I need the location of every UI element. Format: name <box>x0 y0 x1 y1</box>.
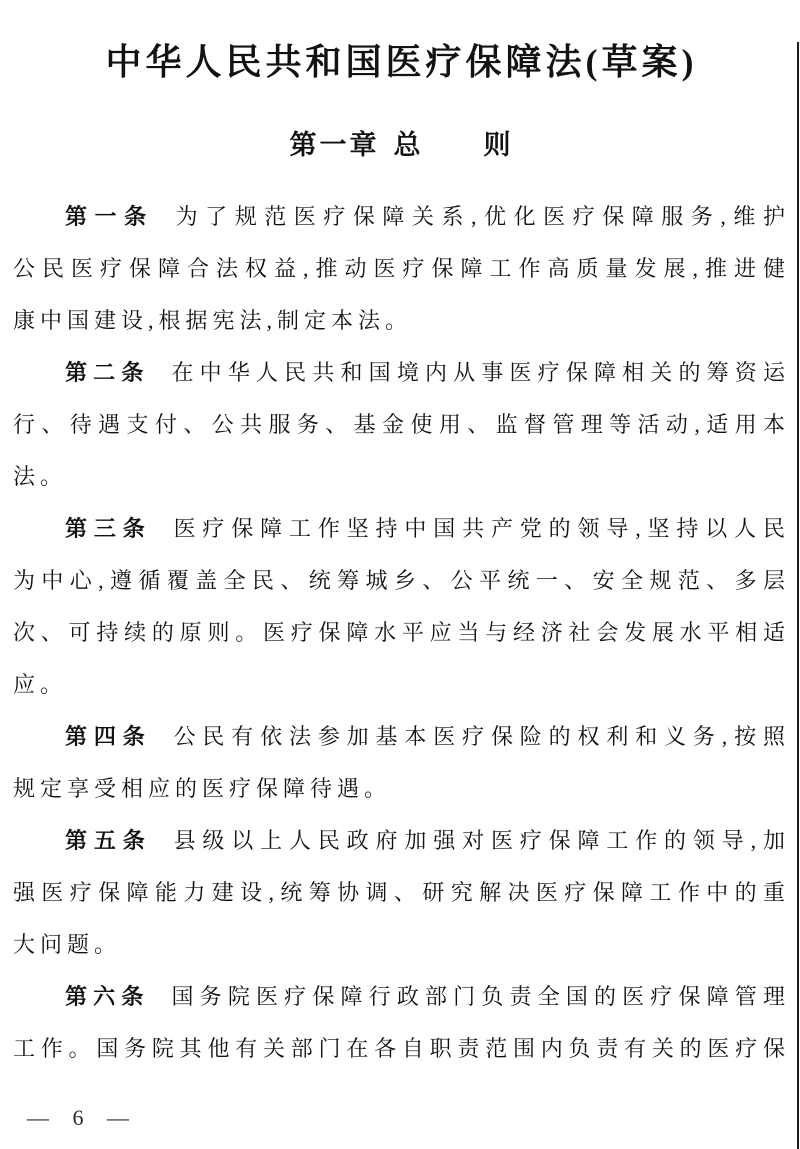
page-number: — 6 — <box>27 1105 132 1130</box>
article-line: 第五条 县级以上人民政府加强对医疗保障工作的领导,加 <box>65 828 790 853</box>
chapter-heading <box>13 130 790 160</box>
article-number: 第三条 <box>65 516 152 541</box>
chapter-name: 总 则 <box>393 130 514 160</box>
chapter-number: 第一章 <box>289 130 380 160</box>
article-paragraph <box>13 347 790 503</box>
article-line: 第二条 在中华人民共和国境内从事医疗保障相关的筹资运 <box>65 360 790 385</box>
article-number: 第四条 <box>65 724 152 749</box>
article-line: 工作。国务院其他有关部门在各自职责范围内负责有关的医疗保 <box>13 1036 790 1061</box>
article-line: 为中心,遵循覆盖全民、统筹城乡、公平统一、安全规范、多层 <box>13 568 790 593</box>
article-line: 次、可持续的原则。医疗保障水平应当与经济社会发展水平相适 <box>13 620 790 645</box>
article-line: 第六条 国务院医疗保障行政部门负责全国的医疗保障管理 <box>65 984 790 1009</box>
article-number: 第五条 <box>65 828 152 853</box>
article-paragraph <box>13 815 790 971</box>
article-line: 应。 <box>13 672 68 697</box>
document-sheet <box>0 42 800 1131</box>
article-paragraph <box>13 503 790 711</box>
article-line: 法。 <box>13 464 68 489</box>
scan-edge-artifact <box>797 42 799 1149</box>
article-number: 第一条 <box>65 204 154 229</box>
article-paragraph <box>13 711 790 815</box>
document-page <box>0 42 800 1149</box>
article-line: 第一条 为了规范医疗保障关系,优化医疗保障服务,维护 <box>65 204 790 229</box>
article-paragraph <box>13 191 790 347</box>
article-number: 第六条 <box>65 984 150 1009</box>
article-line: 康中国建设,根据宪法,制定本法。 <box>13 308 413 333</box>
article-line: 规定享受相应的医疗保障待遇。 <box>13 776 392 801</box>
article-number: 第二条 <box>65 360 150 385</box>
article-line: 大问题。 <box>13 932 122 957</box>
document-title: 中华人民共和国医疗保障法(草案) <box>105 42 698 82</box>
article-line: 第四条 公民有依法参加基本医疗保险的权利和义务,按照 <box>65 724 790 749</box>
article-line: 行、待遇支付、公共服务、基金使用、监督管理等活动,适用本 <box>13 412 790 437</box>
article-line: 公民医疗保障合法权益,推动医疗保障工作高质量发展,推进健 <box>13 256 790 281</box>
document-body <box>13 191 790 1075</box>
article-line: 第三条 医疗保障工作坚持中国共产党的领导,坚持以人民 <box>65 516 790 541</box>
article-paragraph <box>13 971 790 1075</box>
article-line: 强医疗保障能力建设,统筹协调、研究解决医疗保障工作中的重 <box>13 880 790 905</box>
